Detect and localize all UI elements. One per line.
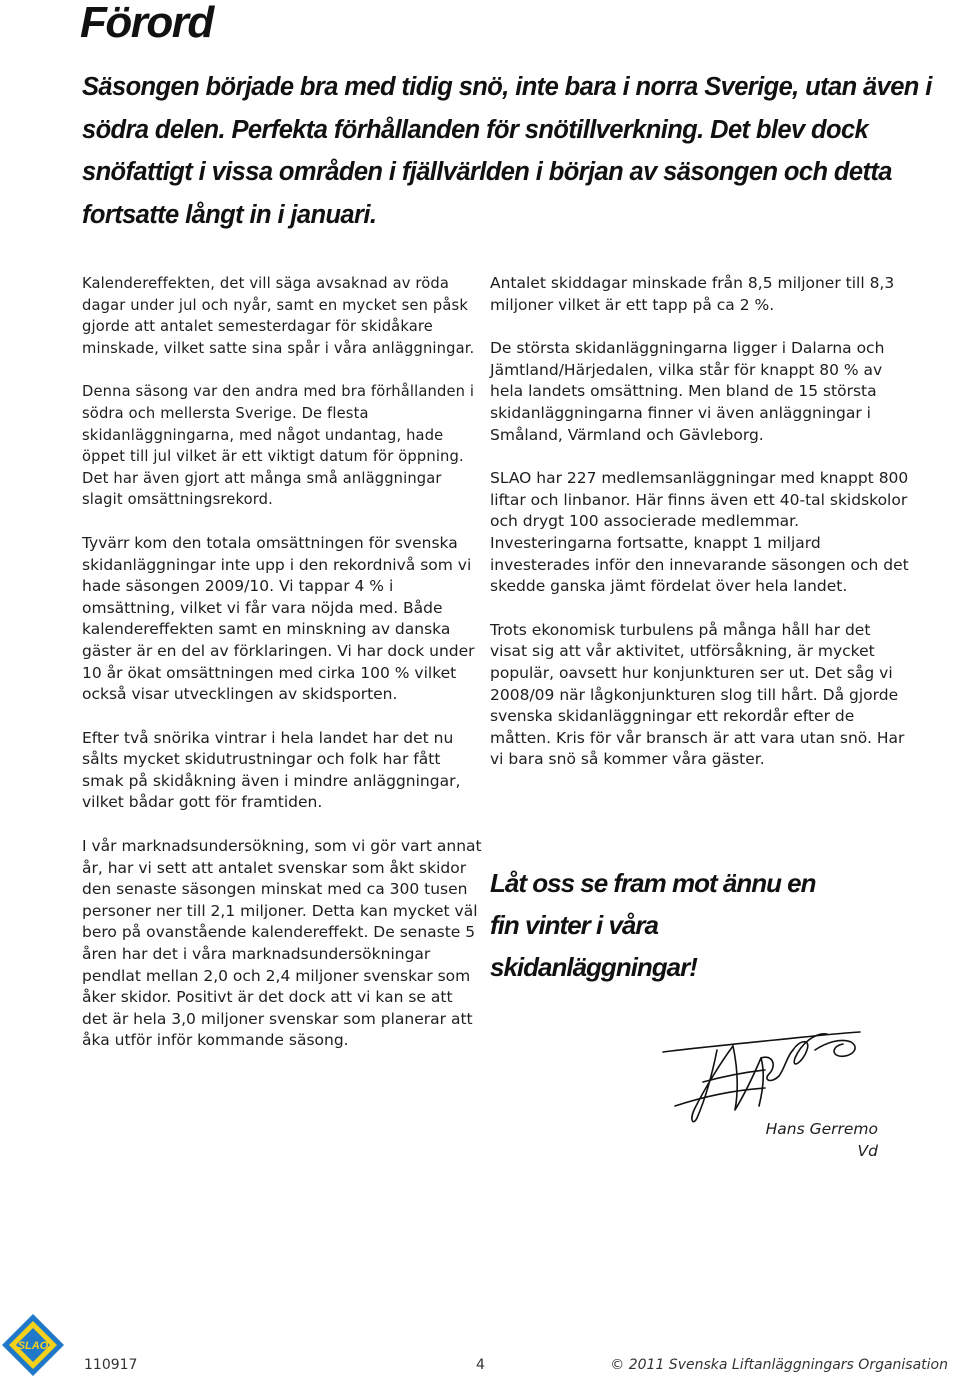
page-title: Förord: [80, 0, 213, 47]
signer-role: Vd: [857, 1142, 878, 1160]
body-paragraph: Antalet skiddagar minskade från 8,5 miljoner till 8,3 miljoner vilket är ett tapp på ca 2 %.: [490, 274, 895, 314]
body-paragraph: Efter två snörika vintrar i hela landet har det nu sålts mycket skidutrustningar och folk har fått smak på skidåkning även i mindre anläggningar, vilket bådar gott för framtiden.: [82, 728, 461, 812]
document-code: 110917: [84, 1357, 138, 1373]
closing-statement: Låt oss se fram mot ännu en fin vinter i våra skidanläggningar!: [490, 868, 816, 982]
left-column: [82, 273, 482, 1074]
slao-logo: [0, 1312, 66, 1378]
right-column: [490, 273, 910, 793]
signer-block: [766, 1118, 878, 1162]
body-paragraph: Trots ekonomisk turbulens på många håll har det visat sig att vår aktivitet, utförsåkning, är mycket populär, oavsett hur konjunkturen ser ut. Det såg vi 2008/09 när lågkonjunkturen slog till hårt. Då gjorde svenska skidanläggningar ett rekordår efter de måtten. Kris för vår bransch är att vara utan snö. Har vi bara snö så kommer våra gäster.: [490, 620, 905, 769]
signer-name: Hans Gerremo: [765, 1120, 878, 1138]
body-paragraph: Kalendereffekten, det vill säga avsaknad av röda dagar under jul och nyår, samt en mycket sen påsk gjorde att antalet semesterdagar för skidåkare minskade, vilket satte sina spår i våra anläggningar.: [82, 275, 475, 357]
body-paragraph: I vår marknadsundersökning, som vi gör vart annat år, har vi sett att antalet svenskar som åkt skidor den senaste säsongen minskat med ca 300 tusen personer ner till 2,1 miljoner. Detta kan mycket väl bero på ovanstående kalendereffekt. De senaste 5 åren har det i våra marknadsundersökningar pendlat mellan 2,0 och 2,4 miljoner svenskar som åker skidor. Positivt är det dock att vi kan se att det är hela 3,0 miljoner svenskar som planerar att åka utför inför kommande säsong.: [82, 837, 482, 1050]
signature-image: [655, 1010, 870, 1130]
page-number: 4: [476, 1357, 485, 1373]
body-paragraph: SLAO har 227 medlemsanläggningar med knappt 800 liftar och linbanor. Här finns även ett 40-tal skidskolor och drygt 100 associerade medlemmar. Investeringarna fortsatte, knappt 1 miljard investerades inför den innevarande säsongen och det skedde ganska jämt fördelat över hela landet.: [490, 469, 909, 596]
body-paragraph: Denna säsong var den andra med bra förhållanden i södra och mellersta Sverige. De flesta skidanläggningarna, med något undantag, hade öppet till jul vilket är ett viktigt datum för öppning. Det har även gjort att många små anläggningar slagit omsättningsrekord.: [82, 383, 475, 509]
body-paragraph: Tyvärr kom den totala omsättningen för svenska skidanläggningar inte upp i den rekordnivå som vi hade säsongen 2009/10. Vi tappar 4 % i omsättning, vilket vi får vara nöjda med. Både kalendereffekten samt en minskning av danska gäster är en del av förklaringen. Vi har dock under 10 år ökat omsättningen med cirka 100 % vilket också visar utvecklingen av skidsporten.: [82, 533, 475, 704]
lead-paragraph: Säsongen började bra med tidig snö, inte bara i norra Sverige, utan även i södra delen. Perfekta förhållanden för snötillverkning. Det blev dock snöfattigt i vissa områden i fjällvärlden i början av säsongen och detta fortsatte långt in i januari.: [82, 73, 932, 229]
copyright-notice: © 2011 Svenska Liftanläggningars Organisation: [610, 1357, 948, 1373]
body-paragraph: De största skidanläggningarna ligger i Dalarna och Jämtland/Härjedalen, vilka står för knappt 80 % av hela landets omsättning. Men bland de 15 största skidanläggningarna finner vi även anläggningar i Småland, Värmland och Gävleborg.: [490, 339, 885, 444]
logo-text: SLAO: [17, 1340, 49, 1352]
